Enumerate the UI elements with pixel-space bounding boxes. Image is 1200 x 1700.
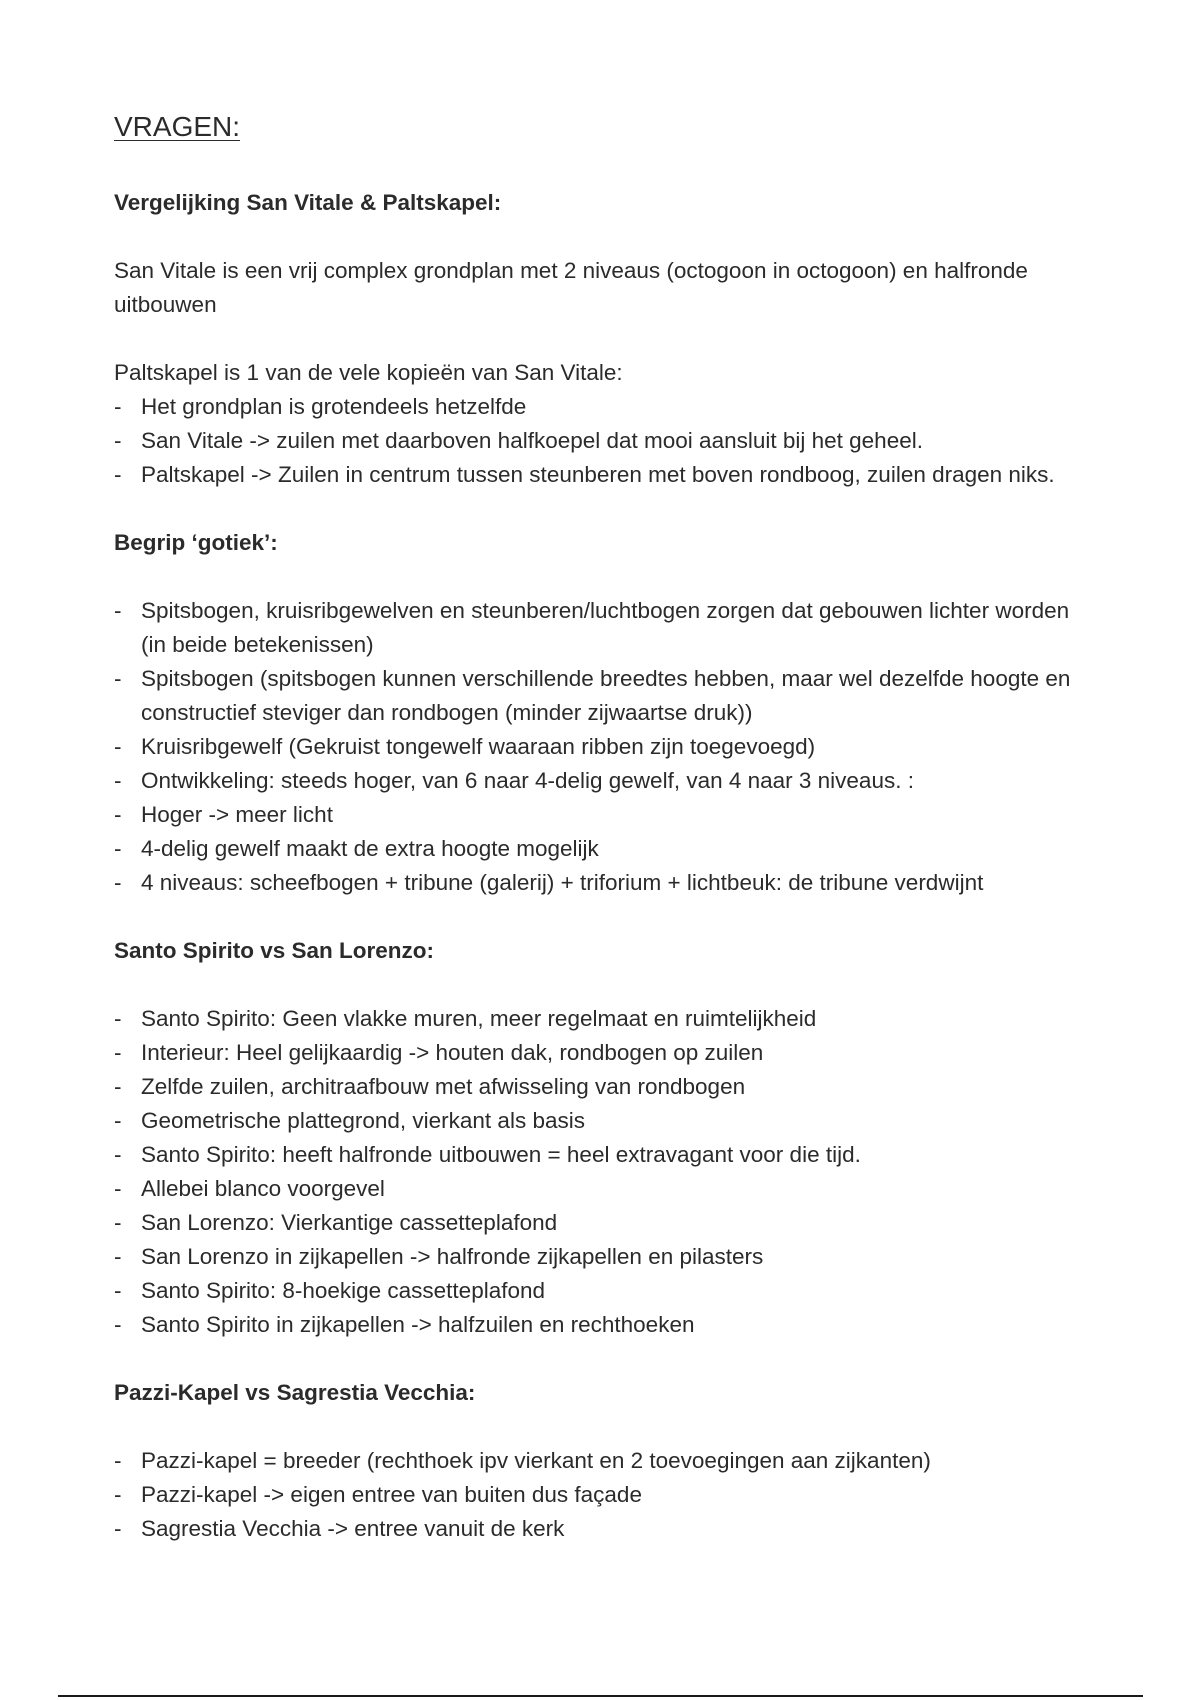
list-item: - Allebei blanco voorgevel: [114, 1172, 1094, 1206]
list-item: - 4 niveaus: scheefbogen + tribune (galerij) + triforium + lichtbeuk: de tribune verdwijnt: [114, 866, 1094, 900]
list-item: - Pazzi-kapel -> eigen entree van buiten dus façade: [114, 1478, 1094, 1512]
list-item: - Paltskapel -> Zuilen in centrum tussen steunberen met boven rondboog, zuilen dragen niks.: [114, 458, 1094, 492]
section-begrip-gotiek: [114, 526, 1094, 900]
section-heading: Begrip ‘gotiek’:: [114, 530, 278, 555]
list-item: - Santo Spirito: heeft halfronde uitbouwen = heel extravagant voor die tijd.: [114, 1138, 1094, 1172]
list-item: - Ontwikkeling: steeds hoger, van 6 naar 4-delig gewelf, van 4 naar 3 niveaus. :: [114, 764, 1094, 798]
bullet-list: [114, 390, 1094, 492]
list-item: - Spitsbogen, kruisribgewelven en steunberen/luchtbogen zorgen dat gebouwen lichter worden (in beide betekenissen): [114, 594, 1094, 662]
list-item: - San Lorenzo: Vierkantige cassetteplafond: [114, 1206, 1094, 1240]
list-item: - Het grondplan is grotendeels hetzelfde: [114, 390, 1094, 424]
section-heading: Santo Spirito vs San Lorenzo:: [114, 938, 435, 963]
list-item: - Kruisribgewelf (Gekruist tongewelf waaraan ribben zijn toegevoegd): [114, 730, 1094, 764]
list-item: - Santo Spirito: 8-hoekige cassetteplafond: [114, 1274, 1094, 1308]
section-heading: Vergelijking San Vitale & Paltskapel:: [114, 190, 502, 215]
section-paragraph: San Vitale is een vrij complex grondplan met 2 niveaus (octogoon in octogoon) en halfronde uitbouwen: [114, 258, 1028, 317]
list-item: - Spitsbogen (spitsbogen kunnen verschillende breedtes hebben, maar wel dezelfde hoogte en constructief steviger dan rondbogen (minder zijwaartse druk)): [114, 662, 1094, 730]
list-item: - San Vitale -> zuilen met daarboven halfkoepel dat mooi aansluit bij het geheel.: [114, 424, 1094, 458]
list-item: - Pazzi-kapel = breeder (rechthoek ipv vierkant en 2 toevoegingen aan zijkanten): [114, 1444, 1094, 1478]
document-page: [114, 110, 1094, 1546]
list-item: - Zelfde zuilen, architraafbouw met afwisseling van rondbogen: [114, 1070, 1094, 1104]
list-item: - Hoger -> meer licht: [114, 798, 1094, 832]
page-title: VRAGEN:: [114, 111, 241, 142]
list-item: - 4-delig gewelf maakt de extra hoogte mogelijk: [114, 832, 1094, 866]
section-santo-spirito-san-lorenzo: [114, 934, 1094, 1342]
list-item: - Santo Spirito: Geen vlakke muren, meer regelmaat en ruimtelijkheid: [114, 1002, 1094, 1036]
list-item: - Geometrische plattegrond, vierkant als basis: [114, 1104, 1094, 1138]
section-intro: Paltskapel is 1 van de vele kopieën van San Vitale:: [114, 360, 623, 385]
footer-divider: [58, 1695, 1143, 1697]
bullet-list: [114, 1002, 1094, 1342]
list-item: - San Lorenzo in zijkapellen -> halfronde zijkapellen en pilasters: [114, 1240, 1094, 1274]
bullet-list: [114, 594, 1094, 900]
bullet-list: [114, 1444, 1094, 1546]
section-pazzi-kapel-sagrestia-vecchia: [114, 1376, 1094, 1546]
list-item: - Sagrestia Vecchia -> entree vanuit de kerk: [114, 1512, 1094, 1546]
section-san-vitale-paltskapel: [114, 186, 1094, 492]
section-heading: Pazzi-Kapel vs Sagrestia Vecchia:: [114, 1380, 476, 1405]
list-item: - Interieur: Heel gelijkaardig -> houten dak, rondbogen op zuilen: [114, 1036, 1094, 1070]
list-item: - Santo Spirito in zijkapellen -> halfzuilen en rechthoeken: [114, 1308, 1094, 1342]
